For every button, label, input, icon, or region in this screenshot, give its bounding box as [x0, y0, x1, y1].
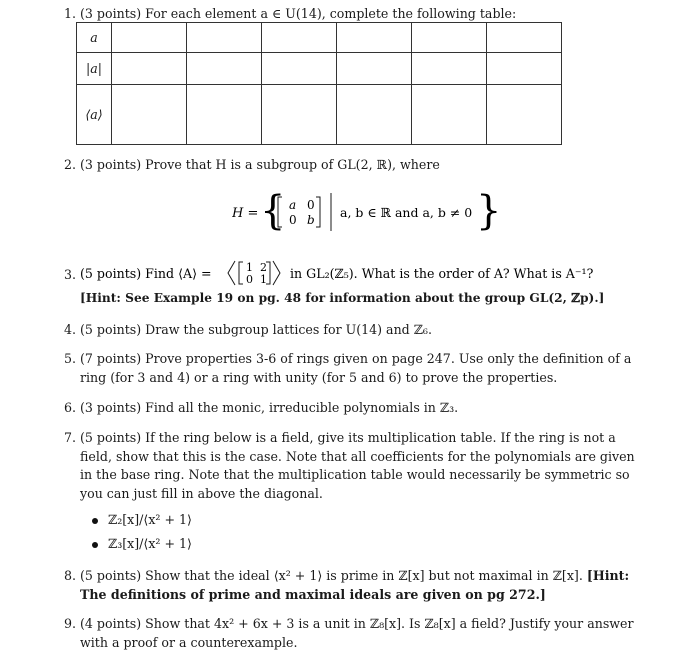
problem-1	[56, 4, 666, 24]
table-cell[interactable]	[187, 23, 262, 53]
problem-text: (3 points) For each element a ∈ U(14), complete the following table:	[80, 6, 517, 21]
problem-5	[56, 349, 646, 387]
problem-statement: (5 points) Show that the ideal ⟨x² + 1⟩ is prime in ℤ[x] but not maximal in ℤ[x].	[80, 568, 583, 583]
right-angle-bracket	[273, 261, 280, 285]
matrix-entry: 1	[246, 261, 253, 274]
set-builder-equation	[232, 188, 502, 236]
table-row	[77, 53, 562, 85]
hint-text: [Hint: See Example 19 on pg. 48 for information about the group GL(2, ℤp).]	[80, 291, 605, 305]
table-cell[interactable]	[487, 23, 562, 53]
matrix-entry: b	[307, 213, 315, 227]
table-cell[interactable]	[187, 85, 262, 145]
eq-condition: a, b ∈ ℝ and a, b ≠ 0	[340, 205, 473, 220]
matrix-entry: 1	[260, 273, 267, 286]
hint-text: [Hint: The definitions of prime and maximal ideals are given on pg 272.]	[80, 568, 630, 602]
matrix-right-bracket	[316, 197, 320, 227]
problem-4	[56, 320, 666, 340]
problem-text: (3 points) Find all the monic, irreducible polynomials in ℤ₃.	[80, 400, 459, 415]
problem-number: 7.	[63, 430, 76, 445]
table-cell[interactable]	[262, 23, 337, 53]
row-label: ⟨a⟩	[77, 85, 112, 145]
row-label: |a|	[77, 53, 112, 85]
left-angle-bracket	[228, 261, 235, 285]
problem-8	[56, 566, 646, 604]
table-cell[interactable]	[337, 53, 412, 85]
problem-text	[80, 566, 646, 604]
table-cell[interactable]	[337, 23, 412, 53]
table-cell[interactable]	[412, 53, 487, 85]
problem-text: (5 points) Find ⟨A⟩ =	[80, 266, 212, 281]
problem-2	[56, 155, 666, 175]
problem-text: (5 points) Draw the subgroup lattices for U(14) and ℤ₆.	[80, 322, 432, 337]
table-cell[interactable]	[487, 53, 562, 85]
table-cell[interactable]	[412, 85, 487, 145]
problem-text: (3 points) Prove that H is a subgroup of GL(2, ℝ), where	[80, 157, 440, 172]
bullet-item	[92, 536, 192, 551]
table-cell[interactable]	[337, 85, 412, 145]
subgroup-definition	[232, 188, 502, 236]
matrix-entry: 0	[289, 213, 297, 227]
left-brace: {	[260, 188, 286, 234]
table-cell[interactable]	[112, 53, 187, 85]
problem-7	[56, 429, 646, 503]
problem-number: 6.	[63, 400, 76, 415]
matrix-entry: 0	[307, 198, 315, 212]
eq-lhs: H =	[232, 206, 259, 221]
problem-number: 8.	[63, 568, 76, 583]
bullet-text: ℤ₂[x]/⟨x² + 1⟩	[108, 512, 192, 527]
problem-number: 4.	[63, 322, 76, 337]
problem-number: 2.	[63, 157, 76, 172]
problem-6	[56, 398, 666, 418]
table-cell[interactable]	[262, 85, 337, 145]
problem-number: 5.	[63, 351, 76, 366]
problem-number: 3.	[63, 267, 76, 282]
answer-table	[76, 22, 562, 145]
matrix-entry: a	[289, 198, 297, 212]
bullet-icon	[92, 518, 98, 524]
matrix-entry: 0	[246, 273, 253, 286]
problem-text: (5 points) If the ring below is a field, give its multiplication table. If the ring is not a field, show that this is the case. Note that all coefficients for the polynomials are given in the base ring. Note that the multiplication table would necessarily be symmetric so you can just fill in above the diagonal.	[80, 430, 635, 501]
problem-number: 9.	[63, 616, 76, 631]
problem-number: 1.	[63, 6, 76, 21]
table-cell[interactable]	[112, 23, 187, 53]
problem-9	[56, 614, 646, 652]
table-cell[interactable]	[412, 23, 487, 53]
problem-text: (4 points) Show that 4x² + 6x + 3 is a unit in ℤ₈[x]. Is ℤ₈[x] a field? Justify your answer with a proof or a counterexample.	[80, 616, 634, 650]
matrix-entry: 2	[260, 261, 267, 274]
problem-text: (7 points) Prove properties 3-6 of rings given on page 247. Use only the definition of a ring (for 3 and 4) or a ring with unity (for 5 and 6) to prove the properties.	[80, 351, 632, 385]
matrix-left-bracket	[239, 262, 243, 284]
table-cell[interactable]	[487, 85, 562, 145]
problem-3-statement	[80, 260, 680, 286]
table-cell[interactable]	[262, 53, 337, 85]
right-brace: }	[476, 188, 502, 234]
row-label: a	[77, 23, 112, 53]
problem-text: in GL₂(ℤ₅). What is the order of A? What is A⁻¹?	[290, 266, 594, 281]
bullet-icon	[92, 542, 98, 548]
table-row	[77, 85, 562, 145]
table-cell[interactable]	[187, 53, 262, 85]
table-cell[interactable]	[112, 85, 187, 145]
bullet-text: ℤ₃[x]/⟨x² + 1⟩	[108, 536, 192, 551]
bullet-item	[92, 512, 192, 527]
table-row	[77, 23, 562, 53]
problem-3	[56, 260, 676, 308]
